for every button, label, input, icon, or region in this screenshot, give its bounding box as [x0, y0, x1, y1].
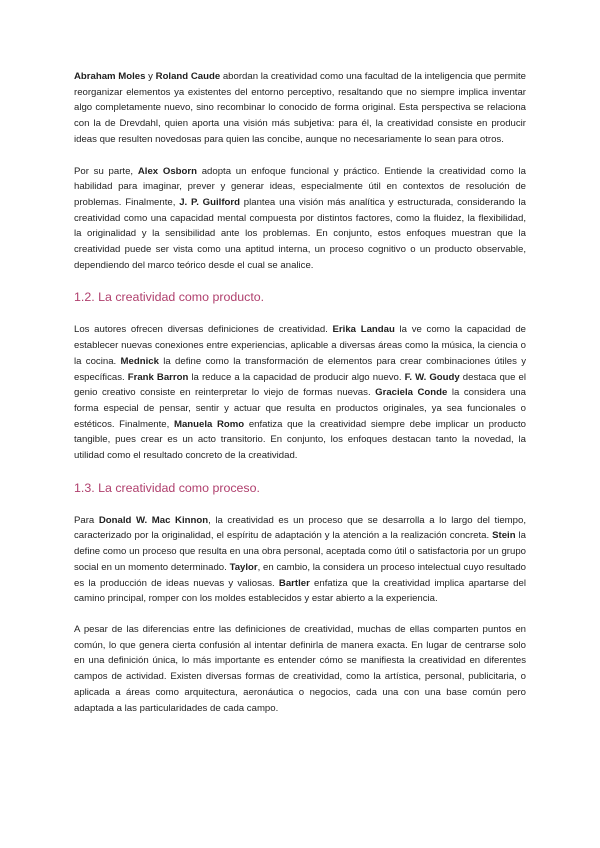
- author-name: Donald W. Mac Kinnon: [98, 514, 209, 526]
- author-name: Mednick: [120, 355, 159, 367]
- author-name: Roland Caude: [155, 71, 221, 82]
- author-name: Alex Osborn: [137, 165, 197, 177]
- author-name: Taylor: [229, 561, 258, 573]
- paragraph-moles-caude: Abraham Moles y Roland Caude abordan la creatividad como una facultad de la inteligencia que permite reorganizar elementos ya existentes del entorno perceptivo, resaltando que no siempre implica inventar algo completamente nuevo, sino recombinar lo conocido de forma original. Esta perspectiva se relaciona con la de Drevdahl, quien aporta una visión más subjetiva: para él, la creatividad consiste en producir ideas que resulten novedosas para quien las concibe, aunque no necesariamente lo sean para otros.: [74, 71, 526, 145]
- section-heading-product: 1.2. La creatividad como producto.: [74, 290, 265, 305]
- author-name: F. W. Goudy: [404, 371, 460, 383]
- author-name: Erika Landau: [332, 324, 395, 336]
- author-name: J. P. Guilford: [179, 196, 240, 208]
- section-heading-process: 1.3. La creatividad como proceso.: [74, 480, 260, 495]
- paragraph-process-definitions: Para Donald W. Mac Kinnon, la creatividad es un proceso que se desarrolla a lo largo del tiempo, caracterizado por la originalidad, el espíritu de adaptación y la atención a la realización concreta. Stein la define como un proceso que resulta en una obra personal, aceptada como útil o satisfactoria por un grupo social en un momento determinado. Taylor, en cambio, la considera un proceso intelectual cuyo resultado es la producción de ideas nuevas y valiosas. Bartler enfatiza que la creatividad implica apartarse del camino principal, romper con los moldes establecidos y estar abierto a la experiencia.: [74, 514, 527, 605]
- author-name: Bartler: [278, 577, 310, 589]
- author-name: Frank Barron: [127, 371, 189, 383]
- paragraph-conclusion: A pesar de las diferencias entre las definiciones de creatividad, muchas de ellas comparten puntos en común, lo que genera cierta confusión al intentar definirla de manera exacta. En lugar de centrarse solo en una definición única, lo más importante es entender cómo se manifiesta la creatividad en diferentes campos de actividad. Existen diversas formas de creatividad, como la artística, personal, publicitaria, o aplicada a áreas como arquitectura, aeronáutica o negocios, cada una con una base común pero adaptada a las particularidades de cada campo.: [74, 623, 526, 714]
- paragraph-product-definitions: Los autores ofrecen diversas definiciones de creatividad. Erika Landau la ve como la capacidad de establecer nuevas conexiones entre experiencias, aplicable a diversas áreas como la música, la ciencia o la cocina. Mednick la define como la transformación de elementos para crear combinaciones útiles y específicas. Frank Barron la reduce a la capacidad de producir algo nuevo. F. W. Goudy destaca que el genio creativo consiste en reinterpretar lo viejo de formas nuevas. Graciela Conde la considera una forma especial de pensar, sentir y actuar que resulta en productos originales, ya sea funcionales o estéticos. Finalmente, Manuela Romo enfatiza que la creatividad siempre debe implicar un producto tangible, pues crear es un acto transitorio. En conjunto, los enfoques destacan tanto la novedad, la utilidad como el resultado concreto de la creatividad.: [74, 324, 527, 462]
- author-name: Manuela Romo: [173, 418, 245, 430]
- author-name: Stein: [492, 530, 516, 542]
- author-name: Abraham Moles: [74, 71, 146, 82]
- author-name: Graciela Conde: [375, 387, 448, 399]
- document-body: [74, 69, 526, 716]
- paragraph-osborn-guilford: Por su parte, Alex Osborn adopta un enfoque funcional y práctico. Entiende la creatividad como la habilidad para imaginar, prever y generar ideas, especialmente útil en contextos de resolución de problemas. Finalmente, J. P. Guilford plantea una visión más analítica y estructurada, considerando la creatividad como una capacidad mental compuesta por distintos factores, como la fluidez, la flexibilidad, la originalidad y la sensibilidad ante los problemas. En conjunto, estos enfoques muestran que la creatividad puede ser vista como una aptitud interna, un proceso cognitivo o un producto observable, dependiendo del marco teórico desde el cual se analice.: [74, 165, 527, 271]
